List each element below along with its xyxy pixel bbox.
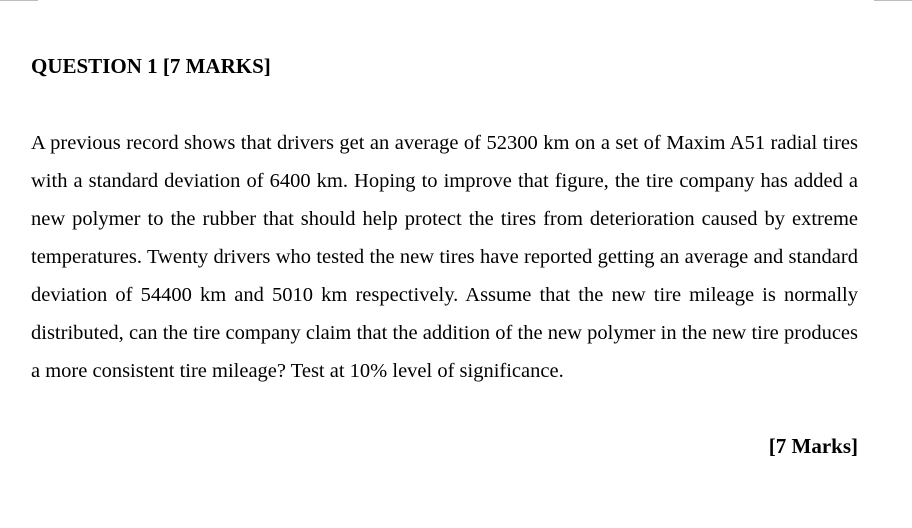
question-body: A previous record shows that drivers get an average of 52300 km on a set of Maxim A51 radial tires with a standard deviation of 6400 km. Hoping to improve that figure, the tire company has added a new polymer to the rubber that should help protect the tires from deterioration caused by extreme temperatures. Twenty drivers who tested the new tires have reported getting an average and standard deviation of 54400 km and 5010 km respectively. Assume that the new tire mileage is normally distributed, can the tire company claim that the addition of the new polymer in the new tire produces a more consistent tire mileage? Test at 10% level of significance. — [31, 132, 858, 382]
question-heading: QUESTION 1 [7 MARKS] — [31, 54, 271, 78]
marks-label: [7 Marks] — [768, 434, 858, 458]
top-left-edge-line — [0, 0, 38, 1]
top-right-edge-line — [874, 0, 912, 1]
